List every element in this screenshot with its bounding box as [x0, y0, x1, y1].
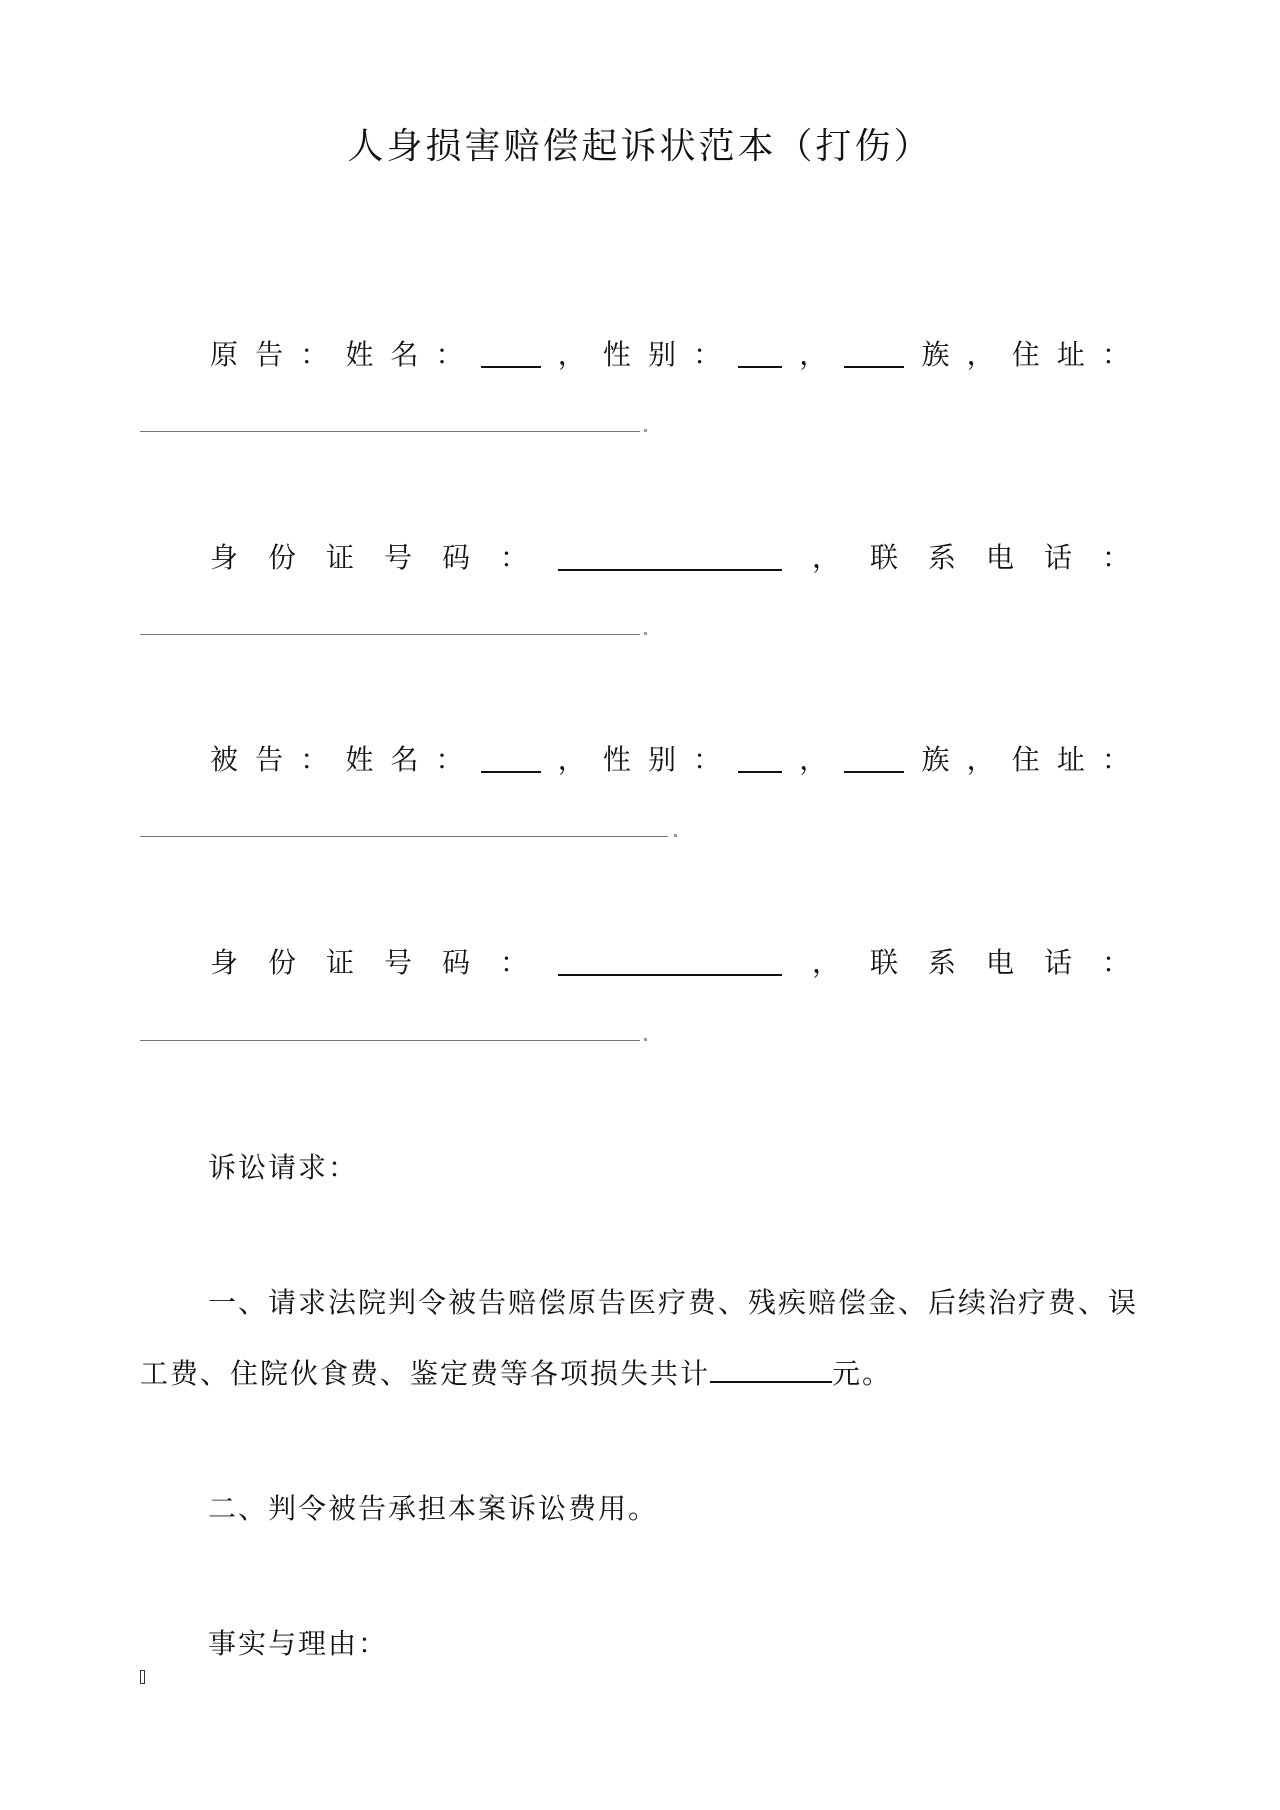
colon: ： — [1101, 541, 1130, 574]
plaintiff-label-char-2: 告 — [255, 338, 284, 371]
page-end-marker — [140, 1670, 145, 1684]
phone-label-char-2: 系 — [927, 946, 956, 979]
defendant-address-line[interactable] — [140, 836, 668, 837]
defendant-id-row — [210, 941, 1130, 981]
plaintiff-label-char-1: 原 — [210, 338, 239, 371]
id-label-char-1: 身 — [210, 946, 239, 979]
phone-label-char-2: 系 — [927, 541, 956, 574]
plaintiff-info-row — [210, 333, 1130, 373]
claim-1-suffix: 元。 — [832, 1357, 893, 1390]
paragraph-mark — [644, 429, 647, 432]
id-label-char-5: 码 — [442, 946, 471, 979]
phone-label-char-3: 电 — [985, 946, 1014, 979]
comma: ， — [799, 338, 828, 371]
colon: ： — [435, 743, 464, 776]
document-title: 人身损害赔偿起诉状范本（打伤） — [347, 126, 933, 167]
colon: ： — [500, 946, 529, 979]
paragraph-mark — [674, 834, 677, 837]
colon: ： — [300, 338, 329, 371]
phone-label-char-1: 联 — [869, 541, 898, 574]
gender-label-char-1: 性 — [602, 338, 631, 371]
claim-1-line-2 — [140, 1352, 1140, 1392]
colon: ： — [1101, 946, 1130, 979]
address-label-char-2: 址 — [1056, 743, 1085, 776]
phone-label-char-4: 话 — [1043, 541, 1072, 574]
claim-amount-field[interactable] — [710, 1357, 832, 1383]
phone-label-char-4: 话 — [1043, 946, 1072, 979]
facts-heading: 事实与理由： — [208, 1627, 389, 1660]
defendant-label-char-2: 告 — [255, 743, 284, 776]
plaintiff-phone-line[interactable] — [140, 634, 640, 635]
plaintiff-id-row — [210, 536, 1130, 576]
ethnic-suffix: 族 — [921, 743, 950, 776]
defendant-ethnicity-field[interactable] — [844, 743, 904, 773]
colon: ： — [693, 743, 722, 776]
paragraph-mark — [644, 632, 647, 635]
claim-1-line-1: 一、请求法院判令被告赔偿原告医疗费、残疾赔偿金、后续治疗费、误 — [208, 1286, 1139, 1319]
defendant-gender-field[interactable] — [738, 743, 782, 773]
plaintiff-name-field[interactable] — [481, 338, 541, 368]
paragraph-mark — [644, 1038, 647, 1041]
comma: ， — [799, 743, 828, 776]
comma: ， — [966, 338, 995, 371]
colon: ： — [435, 338, 464, 371]
defendant-info-row — [210, 738, 1130, 778]
defendant-label-char-1: 被 — [210, 743, 239, 776]
claim-1-text: 工费、住院伙食费、鉴定费等各项损失共计 — [140, 1357, 711, 1390]
id-label-char-3: 证 — [326, 946, 355, 979]
name-label-char-2: 名 — [390, 743, 419, 776]
comma: ， — [811, 541, 840, 574]
defendant-name-field[interactable] — [481, 743, 541, 773]
claims-heading: 诉讼请求： — [208, 1151, 359, 1184]
colon: ： — [1101, 743, 1130, 776]
colon: ： — [1101, 338, 1130, 371]
phone-label-char-3: 电 — [985, 541, 1014, 574]
id-label-char-1: 身 — [210, 541, 239, 574]
id-label-char-2: 份 — [268, 946, 297, 979]
colon: ： — [500, 541, 529, 574]
plaintiff-ethnicity-field[interactable] — [844, 338, 904, 368]
comma: ， — [557, 338, 586, 371]
colon: ： — [300, 743, 329, 776]
comma: ， — [557, 743, 586, 776]
comma: ， — [811, 946, 840, 979]
plaintiff-id-field[interactable] — [558, 541, 782, 571]
id-label-char-5: 码 — [442, 541, 471, 574]
ethnic-suffix: 族 — [921, 338, 950, 371]
defendant-phone-line[interactable] — [140, 1040, 640, 1041]
colon: ： — [693, 338, 722, 371]
address-label-char-1: 住 — [1011, 338, 1040, 371]
comma: ， — [966, 743, 995, 776]
id-label-char-4: 号 — [384, 946, 413, 979]
gender-label-char-1: 性 — [602, 743, 631, 776]
id-label-char-3: 证 — [326, 541, 355, 574]
phone-label-char-1: 联 — [869, 946, 898, 979]
id-label-char-2: 份 — [268, 541, 297, 574]
claim-2: 二、判令被告承担本案诉讼费用。 — [208, 1492, 659, 1525]
plaintiff-gender-field[interactable] — [738, 338, 782, 368]
gender-label-char-2: 别 — [647, 743, 676, 776]
defendant-id-field[interactable] — [558, 946, 782, 976]
address-label-char-2: 址 — [1056, 338, 1085, 371]
address-label-char-1: 住 — [1011, 743, 1040, 776]
name-label-char-1: 姓 — [345, 743, 374, 776]
gender-label-char-2: 别 — [647, 338, 676, 371]
id-label-char-4: 号 — [384, 541, 413, 574]
name-label-char-2: 名 — [390, 338, 419, 371]
plaintiff-address-line[interactable] — [140, 431, 640, 432]
name-label-char-1: 姓 — [345, 338, 374, 371]
